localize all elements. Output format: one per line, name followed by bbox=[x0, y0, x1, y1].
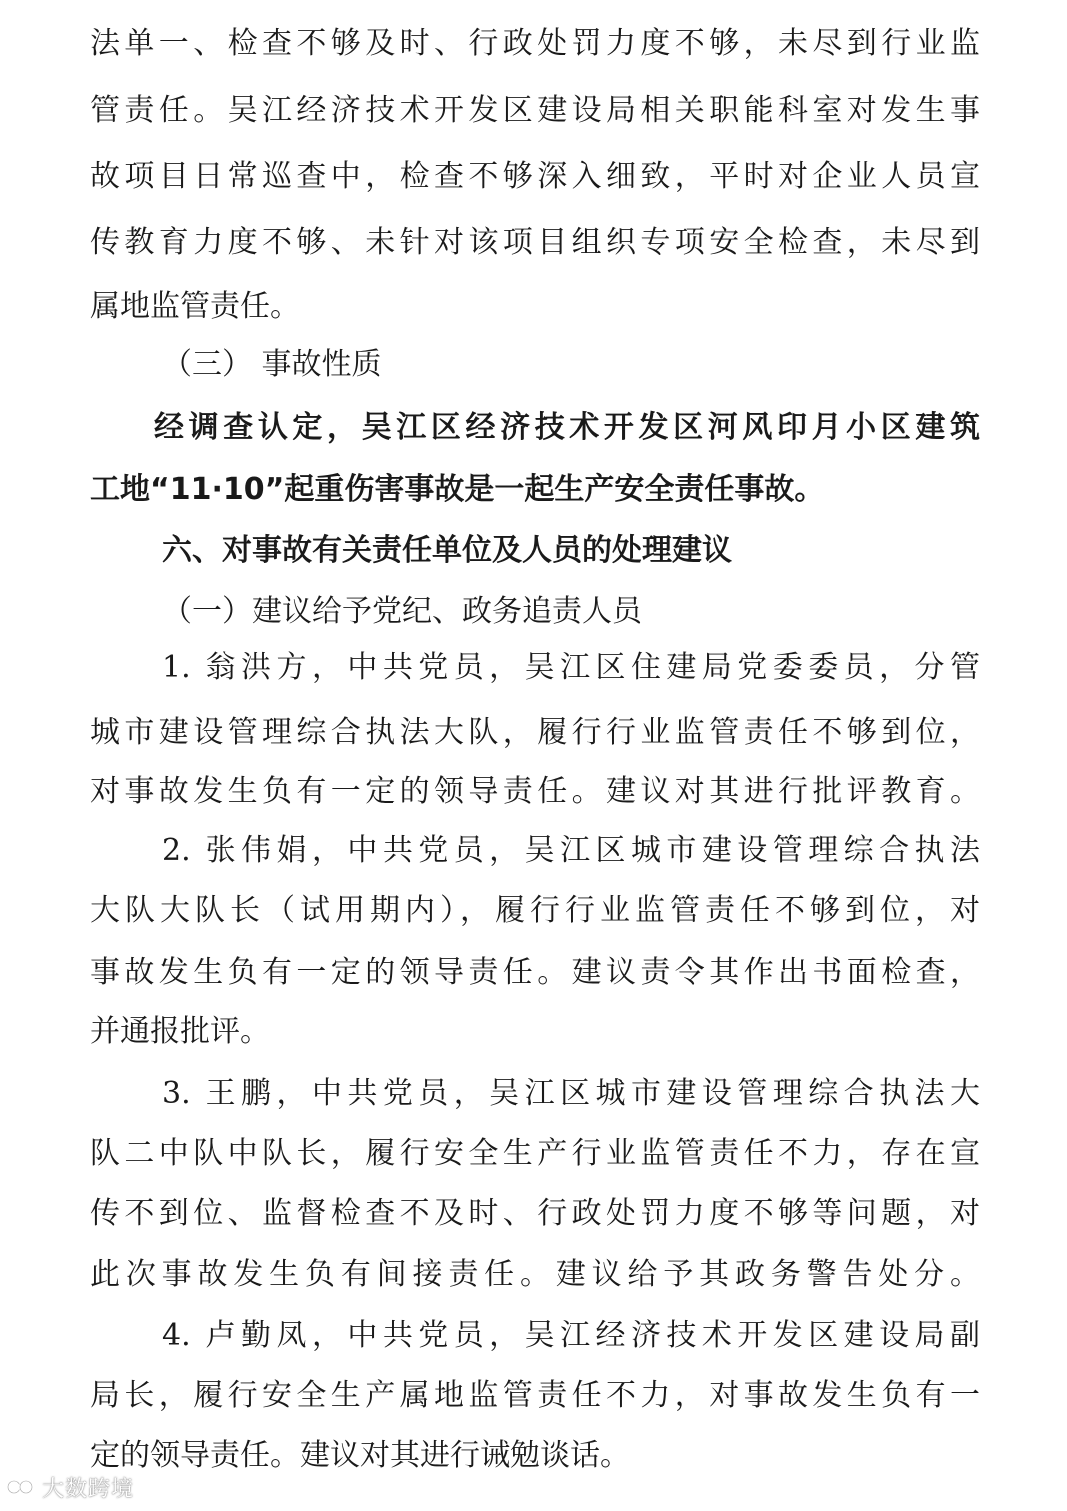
section-heading: 六、对事故有关责任单位及人员的处理建议 bbox=[162, 533, 732, 568]
text-line: 故项目日常巡查中，检查不够深入细致，平时对企业人员宣 bbox=[90, 159, 980, 194]
item-line: 3. 王鹏，中共党员，吴江区城市建设管理综合执法大 bbox=[162, 1076, 980, 1111]
item-line: 局长，履行安全生产属地监管责任不力，对事故发生负有一 bbox=[90, 1378, 980, 1413]
item-line: 2. 张伟娟，中共党员，吴江区城市建设管理综合执法 bbox=[162, 833, 980, 868]
item-line: 并通报批评。 bbox=[90, 1014, 270, 1049]
text-line: 属地监管责任。 bbox=[90, 289, 300, 324]
item-line: 对事故发生负有一定的领导责任。建议对其进行批评教育。 bbox=[90, 774, 980, 809]
item-line: 1. 翁洪方，中共党员，吴江区住建局党委委员，分管 bbox=[162, 650, 980, 685]
text-line: 管责任。吴江经济技术开发区建设局相关职能科室对发生事 bbox=[90, 93, 980, 128]
item-line: 事故发生负有一定的领导责任。建议责令其作出书面检查， bbox=[90, 955, 980, 990]
item-line: 此次事故发生负有间接责任。建议给予其政务警告处分。 bbox=[90, 1257, 980, 1292]
watermark-text: 大数跨境 bbox=[42, 1476, 135, 1502]
text-line: 传教育力度不够、未针对该项目组织专项安全检查，未尽到 bbox=[90, 225, 980, 260]
item-line: 定的领导责任。建议对其进行诫勉谈话。 bbox=[90, 1438, 630, 1473]
item-line: 大队大队长（试用期内），履行行业监管责任不够到位，对 bbox=[90, 893, 980, 928]
paragraph-line: 经调查认定，吴江区经济技术开发区河风印月小区建筑 bbox=[154, 410, 980, 445]
watermark bbox=[6, 1472, 134, 1502]
paragraph-line: 工地“11·10”起重伤害事故是一起生产安全责任事故。 bbox=[90, 472, 825, 507]
section-heading: （三） 事故性质 bbox=[162, 347, 382, 382]
sub-heading: （一）建议给予党纪、政务追责人员 bbox=[162, 594, 642, 629]
item-line: 4. 卢勤凤，中共党员，吴江经济技术开发区建设局副 bbox=[162, 1318, 980, 1353]
item-line: 传不到位、监督检查不及时、行政处罚力度不够等问题，对 bbox=[90, 1196, 980, 1231]
dashuju-logo-icon bbox=[6, 1476, 36, 1498]
item-line: 队二中队中队长，履行安全生产行业监管责任不力，存在宣 bbox=[90, 1136, 980, 1171]
text-line: 法单一、检查不够及时、行政处罚力度不够，未尽到行业监 bbox=[90, 26, 980, 61]
item-line: 城市建设管理综合执法大队，履行行业监管责任不够到位， bbox=[90, 715, 980, 750]
